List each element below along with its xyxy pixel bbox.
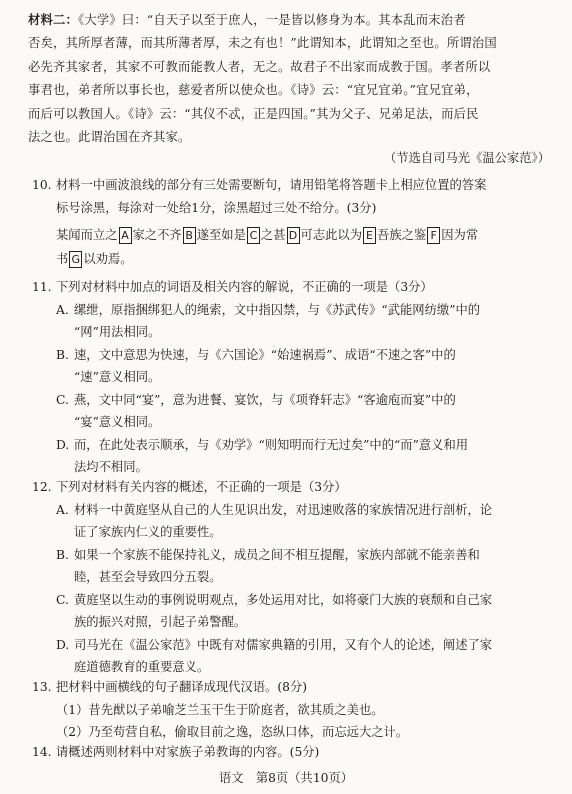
passage-line: 否矣，其所厚者薄，而其所薄者厚，未之有也！”此谓知本，此谓知之至也。所谓治国: [28, 36, 497, 51]
option-b[interactable]: B. 如果一个家族不能保持礼义，成员之间不相互提醒，家族内部就不能亲善和 睦，甚至会导致四分五裂。: [56, 547, 480, 584]
question-stem: 下列对材料中加点的词语及相关内容的解说，不正确的一项是（3分）: [56, 280, 433, 294]
answer-box-f[interactable]: F: [427, 227, 440, 244]
passage-line: 必先齐其家者，其家不可教而能教人者，无之。故君子不出家而成教于国。孝者所以: [28, 59, 491, 74]
question-number: 13.: [32, 680, 52, 694]
option-a[interactable]: A. 材料一中黄庭坚从自己的人生见识出发，对迅速败落的家族情况进行剖析，论 证了家族内仁义的重要性。: [56, 502, 493, 539]
question-stem: 下列对材料有关内容的概述，不正确的一项是（3分）: [56, 480, 347, 494]
option-d[interactable]: D. 司马光在《温公家范》中既有对儒家典籍的引用，又有个人的论述，阐述了家 庭道德教育的重要意义。: [56, 637, 493, 674]
option-d[interactable]: D. 而，在此处表示顺承，与《劝学》“则知明而行无过矣”中的“而”意义和用 法均不相同。: [56, 437, 469, 474]
question-10: [32, 174, 552, 271]
answer-box-e[interactable]: E: [363, 227, 376, 244]
passage-line: 事君也，弟者所以事长也，慈爱者所以使众也。《诗》云：“宜兄宜弟。”宜兄宜弟，: [28, 83, 479, 98]
question-number: 12.: [32, 480, 52, 494]
question-stem: 把材料中画横线的句子翻译成现代汉语。(8分): [56, 680, 308, 694]
question-stem: 请概述两则材料中对家族子弟教诲的内容。(5分): [56, 745, 320, 759]
question-12: [32, 476, 552, 679]
question-number: 11.: [32, 280, 52, 294]
answer-box-c[interactable]: C: [247, 227, 260, 244]
answer-box-a[interactable]: A: [119, 227, 132, 244]
option-a[interactable]: A. 缧绁，原指捆绑犯人的绳索，文中指囚禁，与《苏武传》“武能网纺缴”中的 “网”用法相同。: [56, 302, 481, 339]
passage-line: 而后可以教国人。《诗》云：“其仪不忒，正是四国。”其为父子、兄弟足法，而后民: [28, 106, 479, 121]
material-label: 材料二：: [28, 12, 78, 27]
answer-box-b[interactable]: B: [183, 227, 196, 244]
material-two-passage: [28, 8, 548, 149]
punctuation-sentence-cont: 书 G 以劝焉。: [56, 252, 133, 266]
question-number: 10.: [32, 178, 52, 192]
option-c[interactable]: C. 黄庭坚以生动的事例说明观点，多处运用对比，如将豪门大族的衰颓和自己家 族的振兴对照，引起子弟警醒。: [56, 592, 493, 629]
option-c[interactable]: C. 燕，文中同“宴”，意为进餐、宴饮，与《项脊轩志》“客逾庖而宴”中的 “宴”意义相同。: [56, 392, 456, 429]
option-b[interactable]: B. 速，文中意思为快速，与《六国论》“始速祸焉”、成语“不速之客”中的 “速”意义相同。: [56, 347, 456, 384]
question-11: [32, 276, 552, 479]
question-stem: 材料一中画波浪线的部分有三处需要断句，请用铅笔将答题卡上相应位置的答案: [56, 178, 487, 192]
question-14: [32, 741, 552, 764]
translation-item-1: （1）昔先猷以子弟喻芝兰玉干生于阶庭者，欲其质之美也。: [56, 702, 384, 717]
page-footer: 语文 第8页（共10页）: [218, 771, 354, 785]
answer-box-d[interactable]: D: [287, 227, 300, 244]
answer-box-g[interactable]: G: [69, 251, 82, 268]
question-stem-cont: 标号涂黑，每涂对一处给1分，涂黑超过三处不给分。(3分): [56, 200, 377, 215]
question-number: 14.: [32, 745, 52, 759]
translation-item-2: （2）乃至苟营自私，偷取目前之逸，恣纵口体，而忘远大之计。: [56, 725, 409, 739]
punctuation-sentence: 某闻而立之 A 家之不齐 B 遂至如是 C 之甚 D 可志此以为 E 吾族之鉴 F 因为常: [56, 228, 479, 242]
question-13: [32, 676, 552, 744]
passage-line: 材料二：《大学》曰：“自天子以至于庶人，一是皆以修身为本。其本乱而末治者: [28, 12, 466, 27]
passage-line: 法之也。此谓治国在齐其家。: [28, 130, 191, 145]
passage-source: （节选自司马光《温公家范》）: [383, 151, 550, 165]
